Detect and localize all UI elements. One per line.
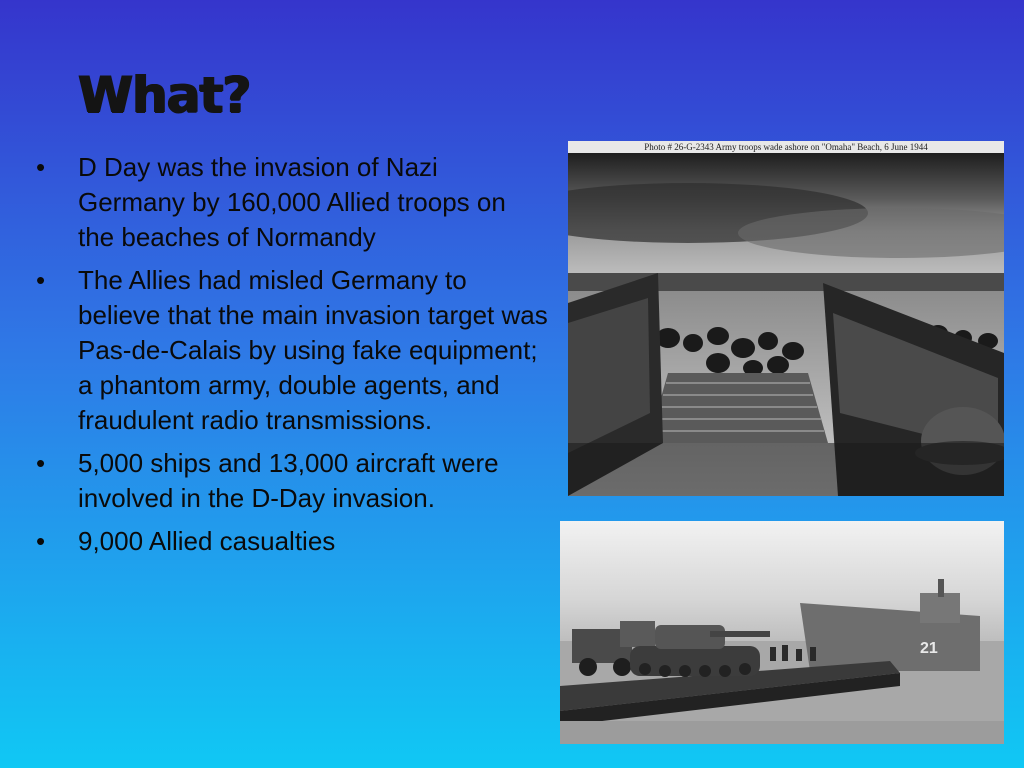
landing-ship-photo (560, 521, 1004, 744)
bullet-text: D Day was the invasion of Nazi Germany by 160,000 Allied troops on the beaches of Normandy (78, 152, 506, 252)
list-item (36, 263, 548, 438)
list-item (36, 150, 548, 255)
landing-craft-illustration (568, 153, 1004, 496)
bullet-icon: • (36, 526, 46, 556)
bullet-text: The Allies had misled Germany to believe that the main invasion target was Pas-de-Calais by using fake equipment; a phantom army, double agents, and fraudulent radio transmissions. (78, 265, 548, 435)
bullet-list (36, 150, 548, 567)
landing-craft-photo (568, 141, 1004, 496)
bullet-text: 9,000 Allied casualties (78, 526, 336, 556)
slide-title: What? (78, 66, 251, 124)
bullet-text: 5,000 ships and 13,000 aircraft were involved in the D-Day invasion. (78, 448, 499, 513)
list-item (36, 524, 548, 559)
ship-hull-number: 21 (920, 640, 938, 657)
bullet-icon: • (36, 265, 46, 295)
list-item (36, 446, 548, 516)
bullet-icon: • (36, 448, 46, 478)
landing-ship-illustration (560, 521, 1004, 744)
photo-caption: Photo # 26-G-2343 Army troops wade ashore on "Omaha" Beach, 6 June 1944 (568, 141, 1004, 153)
bullet-icon: • (36, 152, 46, 182)
